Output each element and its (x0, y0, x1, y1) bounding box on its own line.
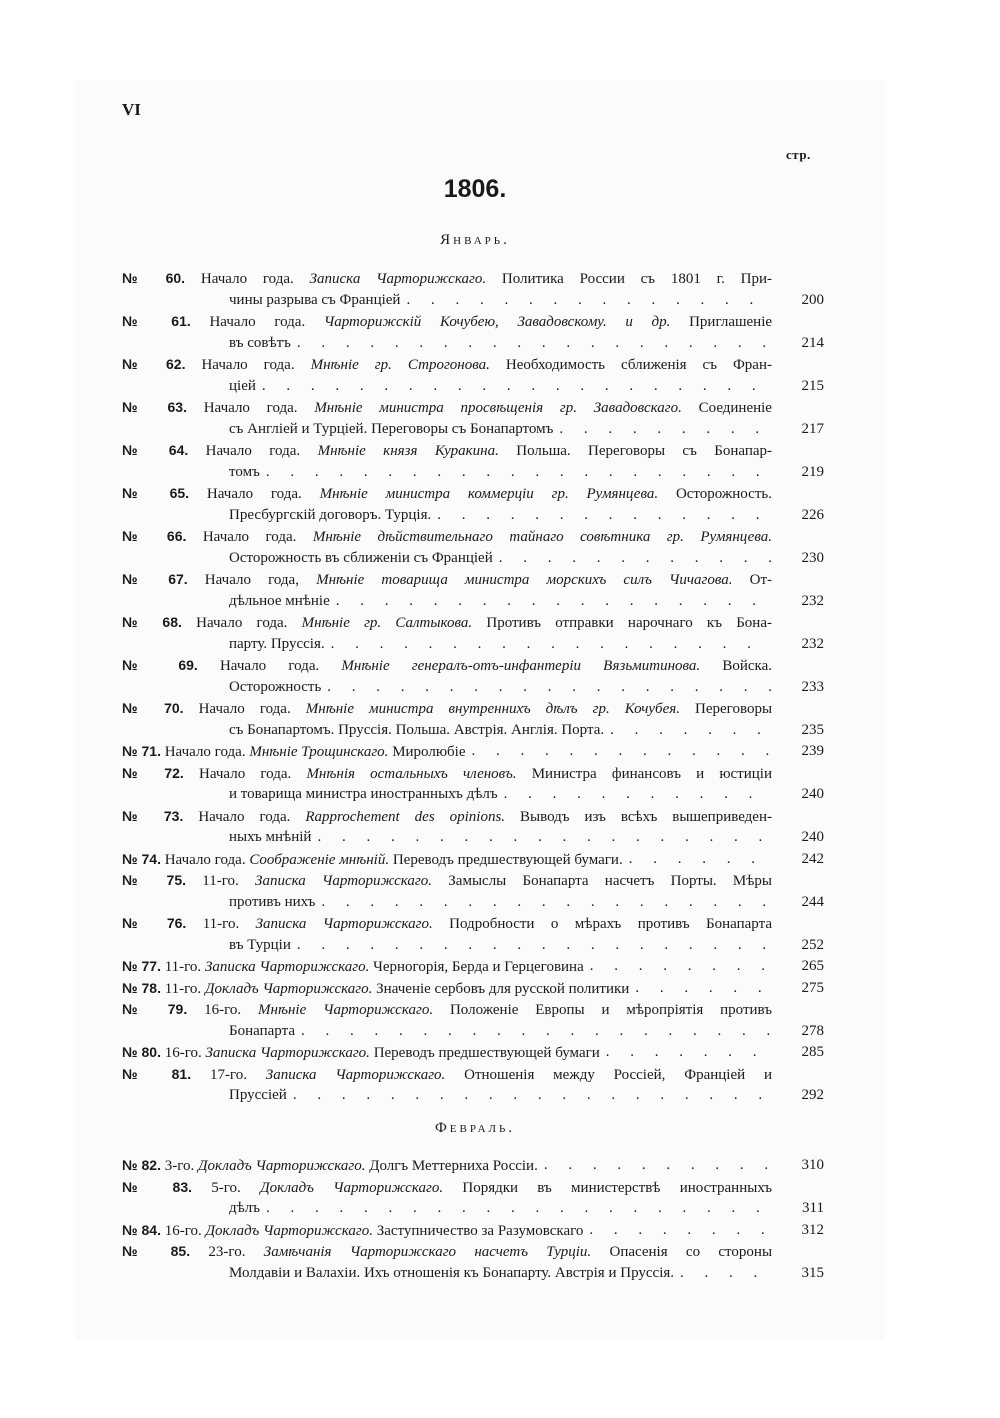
entry-title: Мнѣніе министра коммерціи гр. Румянцева. (319, 486, 659, 502)
toc-list-january (122, 268, 824, 1107)
toc-entry[interactable] (122, 526, 824, 569)
entry-line-first (122, 268, 772, 290)
entry-line-continuation (122, 827, 824, 849)
entry-date: 11-го. (164, 980, 202, 997)
entry-title: Соображеніе мнѣній. (249, 851, 390, 868)
entry-page-number: 242 (801, 850, 824, 867)
entry-line-first (122, 1241, 772, 1263)
toc-list-february (122, 1155, 824, 1284)
entry-line-continuation (122, 1263, 824, 1285)
toc-entry[interactable] (122, 849, 824, 871)
entry-date: Начало года. (209, 314, 306, 330)
entry-description: Переводъ предшествующей бумаги. (392, 851, 623, 868)
entry-number: № 67. (122, 571, 188, 587)
leader-dots (325, 634, 772, 656)
entry-line-first (122, 354, 772, 376)
entry-continuation: съ Бонапартомъ. Пруссія. Польша. Австрія. Англія. Порта. (229, 721, 605, 738)
entry-description: Выводъ изъ всѣхъ вышеприведен- (520, 808, 772, 825)
entry-description: Отношенія между Россіей, Франціей и (464, 1066, 772, 1083)
toc-entry[interactable] (122, 354, 824, 397)
leader-dots (295, 1021, 772, 1043)
entry-line-first (122, 806, 772, 828)
leader-dots (553, 419, 772, 441)
toc-entry[interactable] (122, 1155, 824, 1177)
entry-line-continuation (122, 892, 824, 914)
entry-line-first (122, 698, 772, 720)
entry-date: Начало года. (201, 357, 295, 373)
entry-continuation: чины разрыва съ Франціей (229, 291, 401, 308)
entry-line-first (122, 1177, 772, 1199)
leader-dots (466, 741, 772, 763)
entry-title: Мнѣніе министра внутреннихъ дѣлъ гр. Кочубея. (305, 701, 680, 717)
entry-line-continuation (122, 720, 824, 742)
entry-number: № 69. (122, 657, 198, 673)
entry-date: 5-го. (211, 1179, 241, 1196)
entry-number: № 76. (122, 915, 187, 931)
entry-text (122, 1220, 583, 1242)
entry-number: № 82. (122, 1157, 161, 1173)
entry-description: Подробности о мѣрахъ противъ Бонапарта (449, 916, 772, 932)
entry-continuation: парту. Пруссія. (229, 635, 325, 652)
entry-date: Начало года. (202, 529, 297, 545)
leader-dots (498, 784, 772, 806)
entry-line-continuation (122, 1021, 824, 1043)
entry-page-number: 275 (801, 979, 824, 996)
entry-title: Мнѣніе дѣйствительнаго тайнаго совѣтника гр. Румянцева. (312, 529, 772, 545)
entry-date: Начало года. (205, 443, 301, 459)
toc-entry[interactable] (122, 311, 824, 354)
entry-line-continuation (122, 505, 824, 527)
entry-page-number: 240 (801, 786, 824, 802)
entry-line-first (122, 655, 772, 677)
entry-line-first (122, 870, 772, 892)
entry-title: Докладъ Чарторижскаго. (260, 1179, 444, 1196)
entry-number: № 79. (122, 1001, 188, 1017)
toc-entry[interactable] (122, 268, 824, 311)
entry-continuation: Молдавіи и Валахіи. Ихъ отношенія къ Бонапарту. Австрія и Пруссія. (229, 1264, 675, 1281)
entry-line (122, 741, 824, 763)
entry-line (122, 956, 824, 978)
leader-dots (400, 290, 772, 312)
entry-continuation: въ совѣтъ (229, 334, 291, 351)
leader-dots (493, 548, 772, 570)
year-heading: 1806. (443, 175, 507, 203)
entry-date: Начало года. (198, 808, 291, 825)
entry-page-number: 226 (801, 506, 824, 523)
entry-page-number: 244 (801, 893, 824, 910)
leader-dots (256, 376, 772, 398)
entry-date: Начало года. (164, 851, 246, 868)
toc-entry[interactable] (122, 1064, 824, 1107)
entry-line (122, 978, 824, 1000)
leader-dots (583, 1220, 772, 1242)
entry-number: № 63. (122, 399, 187, 415)
entry-description: Приглашеніе (689, 314, 772, 330)
entry-date: Начало года. (219, 658, 320, 674)
entry-title: Мнѣніе гр. Салтыкова. (301, 615, 473, 631)
entry-page-number: 285 (801, 1044, 824, 1060)
entry-page-number: 215 (801, 377, 824, 394)
entry-title: Докладъ Чарторижскаго. (205, 1222, 373, 1239)
entry-continuation: дѣлъ (229, 1200, 261, 1216)
entry-description: Министра финансовъ и юстиціи (531, 765, 772, 782)
entry-title: Докладъ Чарторижскаго. (198, 1158, 366, 1174)
toc-entry[interactable] (122, 870, 824, 913)
leader-dots (600, 1042, 772, 1064)
leader-dots (260, 1198, 772, 1220)
entry-page-number: 232 (801, 592, 824, 609)
entry-line-first (122, 763, 772, 785)
toc-entry[interactable] (122, 956, 824, 978)
entry-continuation: дѣльное мнѣніе (229, 592, 330, 609)
entry-description: Соединеніе (698, 400, 772, 416)
entry-continuation: Пруссіей (229, 1087, 287, 1103)
entry-date: 16-го. (204, 1002, 242, 1018)
entry-line-continuation (122, 376, 824, 398)
month-heading-january: Январь. (440, 232, 510, 248)
entry-date: Начало года. (203, 400, 298, 416)
entry-title: Мнѣніе Чарторижскаго. (258, 1002, 434, 1018)
toc-entry[interactable] (122, 1220, 824, 1242)
entry-date: Начало года. (164, 744, 246, 760)
entry-title: Мнѣніе гр. Строгонова. (310, 357, 490, 373)
entry-date: Начало года. (198, 701, 291, 717)
entry-line-continuation (122, 634, 824, 656)
entry-number: № 71. (122, 743, 161, 759)
entry-description: Миролюбіе (392, 744, 466, 760)
entry-line-first (122, 1064, 772, 1086)
entry-page-number: 232 (801, 635, 824, 652)
entry-title: Мнѣніе генералъ-отъ-инфантеріи Вязьмитинова. (341, 658, 701, 674)
entry-line-continuation (122, 548, 824, 570)
entry-number: № 81. (122, 1065, 192, 1082)
toc-entry[interactable] (122, 655, 824, 698)
toc-entry[interactable] (122, 999, 824, 1042)
entry-description: Политика России съ 1801 г. При- (501, 271, 772, 287)
toc-entry[interactable] (122, 806, 824, 849)
entry-description: Переводъ предшествующей бумаги (373, 1045, 600, 1061)
entry-number: № 78. (122, 979, 161, 996)
entry-line-first (122, 483, 772, 505)
entry-description: От- (749, 572, 772, 588)
entry-title: Записка Чарторижскаго. (205, 1045, 370, 1061)
entry-description: Опасенія со стороны (609, 1244, 772, 1260)
leader-dots (674, 1263, 772, 1285)
entry-page-number: 219 (801, 463, 824, 480)
entry-line-continuation (122, 591, 824, 613)
entry-number: № 64. (122, 442, 189, 458)
entry-line-continuation (122, 419, 824, 441)
entry-page-number: 233 (801, 678, 824, 695)
entry-title: Мнѣнія остальныхъ членовъ. (306, 765, 517, 782)
entry-title: Чарторижскій Кочубею, Завадовскому. и др. (323, 314, 671, 330)
entry-line-continuation (122, 935, 824, 957)
entry-title: Мнѣніе товарища министра морскихъ силъ Чичагова. (316, 572, 733, 588)
entry-title: Rapprochement des opinions. (305, 808, 506, 825)
entry-line-first (122, 913, 772, 935)
entry-page-number: 240 (801, 829, 824, 845)
entry-number: № 66. (122, 528, 187, 544)
leader-dots (260, 462, 772, 484)
entry-title: Записка Чарторижскаго. (265, 1066, 446, 1083)
entry-number: № 72. (122, 764, 184, 781)
entry-text (122, 1155, 538, 1177)
toc-entry[interactable] (122, 440, 824, 483)
entry-number: № 84. (122, 1221, 161, 1238)
entry-line-continuation (122, 1085, 824, 1107)
entry-number: № 74. (122, 850, 161, 867)
toc-entry[interactable] (122, 397, 824, 440)
leader-dots (291, 333, 772, 355)
entry-description: Положеніе Европы и мѣропріятія противъ (449, 1002, 772, 1018)
entry-text (122, 741, 466, 763)
entry-number: № 85. (122, 1243, 191, 1259)
entry-text (122, 978, 629, 1000)
entry-page-number: 230 (801, 549, 824, 566)
month-heading-february: Февраль. (434, 1120, 516, 1136)
toc-entry[interactable] (122, 913, 824, 956)
entry-continuation: томъ (229, 463, 260, 480)
leader-dots (321, 677, 772, 699)
entry-description: Противъ отправки нарочнаго къ Бона- (486, 615, 772, 631)
entry-description: Необходимость сближенія съ Фран- (505, 357, 772, 373)
entry-text (122, 1042, 600, 1064)
toc-entry[interactable] (122, 741, 824, 763)
entry-line-continuation (122, 677, 824, 699)
leader-dots (629, 978, 772, 1000)
toc-entry[interactable] (122, 483, 824, 526)
leader-dots (584, 956, 772, 978)
entry-page-number: 252 (801, 936, 824, 953)
entry-description: Значеніе сербовъ для русской политики (376, 980, 630, 997)
entry-continuation: Осторожность (229, 678, 322, 695)
entry-page-number: 235 (801, 721, 824, 738)
entry-line-first (122, 440, 772, 462)
entry-description: Переговоры (695, 701, 772, 717)
entry-date: 11-го. (164, 959, 202, 975)
entry-title: Записка Чарторижскаго. (204, 959, 370, 975)
entry-date: 3-го. (164, 1158, 195, 1174)
entry-title: Записка Чарторижскаго. (255, 916, 433, 932)
entry-title: Мнѣніе князя Куракина. (317, 443, 499, 459)
entry-line-first (122, 526, 772, 548)
entry-line-continuation (122, 290, 824, 312)
entry-title: Записка Чарторижскаго. (255, 873, 433, 889)
toc-entry[interactable] (122, 1241, 824, 1284)
page-column-label: стр. (786, 147, 811, 162)
entry-line (122, 1042, 824, 1064)
entry-date: 23-го. (208, 1244, 246, 1260)
entry-description: Замыслы Бонапарта насчетъ Порты. Мѣры (448, 873, 772, 889)
leader-dots (287, 1085, 772, 1107)
entry-number: № 70. (122, 700, 184, 716)
entry-description: Войска. (722, 658, 772, 674)
entry-title: Докладъ Чарторижскаго. (204, 980, 373, 997)
entry-number: № 83. (122, 1178, 192, 1195)
toc-entry[interactable] (122, 612, 824, 655)
entry-continuation: ціей (229, 377, 256, 394)
entry-number: № 62. (122, 356, 186, 372)
entry-description: Долгъ Меттерниха Россіи. (369, 1158, 538, 1174)
entry-title: Мнѣніе министра просвѣщенія гр. Завадовскаго. (314, 400, 682, 416)
leader-dots (311, 827, 772, 849)
entry-line-first (122, 999, 772, 1021)
entry-line (122, 849, 824, 871)
entry-line (122, 1155, 824, 1177)
entry-description: Осторожность. (675, 486, 772, 502)
entry-title: Записка Чарторижскаго. (309, 271, 487, 287)
entry-continuation: съ Англіей и Турціей. Переговоры съ Бонапартомъ (229, 420, 554, 437)
entry-line-first (122, 569, 772, 591)
entry-line-first (122, 397, 772, 419)
entry-line-first (122, 311, 772, 333)
leader-dots (315, 892, 772, 914)
entry-number: № 65. (122, 485, 190, 501)
entry-description: Заступничество за Разумовскаго (376, 1222, 584, 1239)
toc-entry[interactable] (122, 1177, 824, 1220)
toc-entry[interactable] (122, 569, 824, 612)
entry-number: № 77. (122, 958, 161, 974)
entry-page-number: 278 (801, 1022, 824, 1039)
entry-continuation: Бонапарта (229, 1022, 295, 1039)
entry-date: Начало года. (200, 271, 294, 287)
entry-line-continuation (122, 1198, 824, 1220)
entry-number: № 80. (122, 1044, 161, 1060)
entry-date: 17-го. (209, 1066, 247, 1083)
entry-page-number: 214 (801, 334, 824, 351)
entry-date: 11-го. (202, 873, 239, 889)
entry-page-number: 312 (801, 1221, 824, 1238)
entry-page-number: 217 (801, 420, 824, 437)
toc-entry[interactable] (122, 698, 824, 741)
entry-page-number: 311 (802, 1200, 824, 1216)
entry-description: Черногорія, Берда и Герцеговина (373, 959, 584, 975)
leader-dots (431, 505, 772, 527)
entry-text (122, 849, 623, 871)
entry-continuation: Осторожность въ сближеніи съ Франціей (229, 549, 493, 566)
leader-dots (604, 720, 772, 742)
entry-text (122, 956, 584, 978)
entry-continuation: и товарища министра иностранныхъ дѣлъ (229, 786, 498, 802)
entry-continuation: противъ нихъ (229, 893, 316, 910)
leader-dots (330, 591, 772, 613)
leader-dots (623, 849, 772, 871)
entry-description: Польша. Переговоры съ Бонапар- (516, 443, 772, 459)
entry-date: Начало года, (204, 572, 299, 588)
entry-page-number: 200 (801, 291, 824, 308)
entry-continuation: Пресбургскій договоръ. Турція. (229, 506, 432, 523)
entry-date: 11-го. (202, 916, 240, 932)
entry-number: № 75. (122, 872, 187, 888)
entry-line-continuation (122, 333, 824, 355)
entry-page-number: 292 (801, 1087, 824, 1103)
entry-title: Мнѣніе Трощинскаго. (249, 744, 389, 760)
entry-title: Замѣчанія Чарторижскаго насчетъ Турціи. (263, 1244, 592, 1260)
leader-dots (538, 1155, 772, 1177)
leader-dots (291, 935, 772, 957)
entry-date: Начало года. (198, 765, 292, 782)
page-folio: VI (122, 100, 141, 119)
entry-line-continuation (122, 462, 824, 484)
entry-line-continuation (122, 784, 824, 806)
entry-date: 16-го. (164, 1045, 202, 1061)
entry-page-number: 239 (801, 743, 824, 759)
entry-description: Порядки въ министерствѣ иностранныхъ (462, 1179, 772, 1196)
entry-line (122, 1220, 824, 1242)
entry-continuation: въ Турціи (229, 936, 291, 953)
entry-number: № 73. (122, 807, 184, 824)
toc-entry[interactable] (122, 763, 824, 806)
entry-page-number: 315 (801, 1264, 824, 1281)
toc-entry[interactable] (122, 1042, 824, 1064)
entry-number: № 68. (122, 614, 182, 630)
entry-date: 16-го. (164, 1222, 202, 1239)
entry-number: № 61. (122, 313, 191, 329)
entry-page-number: 265 (801, 958, 824, 974)
entry-page-number: 310 (801, 1157, 824, 1173)
entry-date: Начало года. (196, 615, 288, 631)
entry-number: № 60. (122, 270, 186, 286)
toc-entry[interactable] (122, 978, 824, 1000)
entry-date: Начало года. (206, 486, 302, 502)
entry-continuation: ныхъ мнѣній (229, 829, 312, 845)
entry-line-first (122, 612, 772, 634)
